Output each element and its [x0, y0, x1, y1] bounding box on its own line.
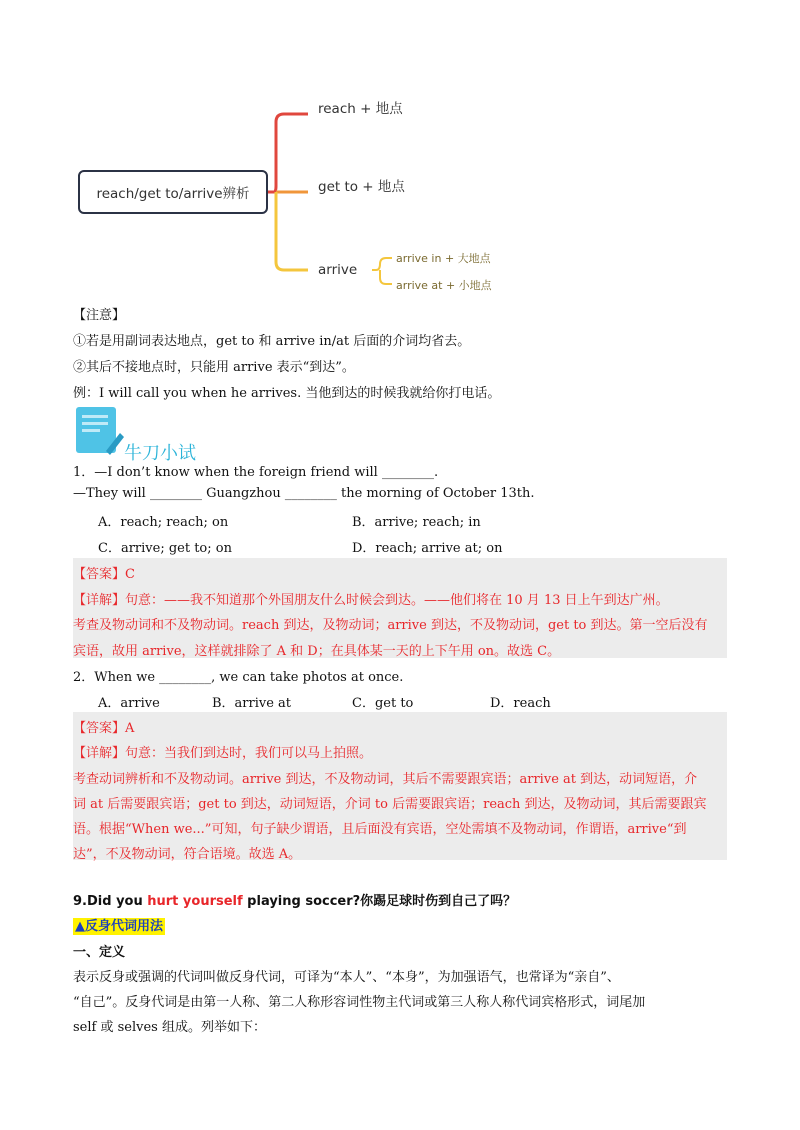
q2-answer: 【答案】A — [73, 721, 135, 736]
q2-detail-2: 考查动词辨析和不及物动词。arrive 到达，不及物动词，其后不需要跟宾语；arrive at 到达，动词短语，介 — [73, 772, 698, 787]
section9-suffix: playing soccer?你踢足球时伤到自己了吗？ — [242, 894, 517, 909]
leaf-arrive-in: arrive in + 大地点 — [396, 252, 491, 265]
q1-detail-3: 宾语，故用 arrive，这样就排除了 A 和 D；在具体某一天的上下午用 on。故选 C。 — [73, 644, 561, 659]
branch-get-to: get to + 地点 — [318, 179, 405, 195]
definition-line-2: “自己”。反身代词是由第一人称、第二人称形容词性物主代词或第三人称人称代词宾格形式，词尾加 — [73, 995, 646, 1010]
q2-option-b: B．arrive at — [212, 696, 292, 711]
section9-sentence — [73, 890, 516, 909]
q2-detail-1: 【详解】句意：当我们到达时，我们可以马上拍照。 — [73, 746, 373, 761]
section9-tag: ▲反身代词用法 — [75, 919, 163, 934]
q2-detail-4: 语。根据“When we...”可知，句子缺少谓语，且后面没有宾语，空处需填不及物动词，作谓语，arrive“到 — [73, 822, 687, 837]
leaf-arrive-at: arrive at + 小地点 — [396, 279, 492, 292]
section9-tag-wrap — [73, 915, 165, 934]
q1-line-2: —They will ________ Guangzhou ________ the morning of October 13th. — [73, 486, 535, 501]
q2-option-d: D．reach — [490, 696, 551, 711]
q1-option-c: C．arrive; get to; on — [98, 541, 232, 556]
section9-prefix: 9.Did you — [73, 894, 148, 909]
q2-line-1: 2．When we ________, we can take photos at once. — [73, 670, 404, 685]
notes-example: 例：I will call you when he arrives. 当他到达的时候我就给你打电话。 — [73, 386, 501, 401]
branch-arrive: arrive — [318, 262, 358, 278]
definition-line-1: 表示反身或强调的代词叫做反身代词，可译为“本人”、“本身”，为加强语气，也常译为“亲自”、 — [73, 970, 620, 985]
practice-title: 牛刀小试 — [124, 443, 196, 464]
q1-detail-1: 【详解】句意：——我不知道那个外国朋友什么时候会到达。——他们将在 10 月 13 日上午到达广州。 — [73, 593, 669, 608]
notepad-icon — [74, 405, 126, 457]
q2-option-a: A．arrive — [98, 696, 160, 711]
notes-item-2: ②其后不接地点时，只能用 arrive 表示“到达”。 — [73, 360, 355, 375]
q1-detail-2: 考查及物动词和不及物动词。reach 到达，及物动词；arrive 到达，不及物动词，get to 到达。第一空后没有 — [73, 618, 708, 633]
q2-option-c: C．get to — [352, 696, 414, 711]
branch-connector-reach — [268, 114, 308, 192]
notes-heading: 【注意】 — [73, 308, 126, 323]
q1-option-a: A．reach; reach; on — [98, 515, 229, 530]
q1-option-d: D．reach; arrive at; on — [352, 541, 503, 556]
definition-line-3: self 或 selves 组成。列举如下： — [73, 1020, 266, 1035]
q2-detail-5: 达”，不及物动词，符合语境。故选 A。 — [73, 847, 302, 862]
notes-item-1: ①若是用副词表达地点，get to 和 arrive in/at 后面的介词均省去。 — [73, 334, 471, 349]
leaf-connector — [372, 258, 392, 284]
q1-line-1: 1．—I don’t know when the foreign friend will ________. — [73, 465, 439, 480]
section9-highlight: hurt yourself — [147, 894, 243, 909]
definition-heading: 一、定义 — [73, 945, 126, 960]
mindmap-root: reach/get to/arrive辨析 — [78, 170, 268, 214]
q1-option-b: B．arrive; reach; in — [352, 515, 481, 530]
q2-detail-3: 词 at 后需要跟宾语；get to 到达，动词短语，介词 to 后需要跟宾语；reach 到达，及物动词，其后需要跟宾 — [73, 797, 707, 812]
q1-answer: 【答案】C — [73, 567, 135, 582]
branch-connector-arrive — [276, 192, 308, 270]
branch-reach: reach + 地点 — [318, 101, 403, 117]
